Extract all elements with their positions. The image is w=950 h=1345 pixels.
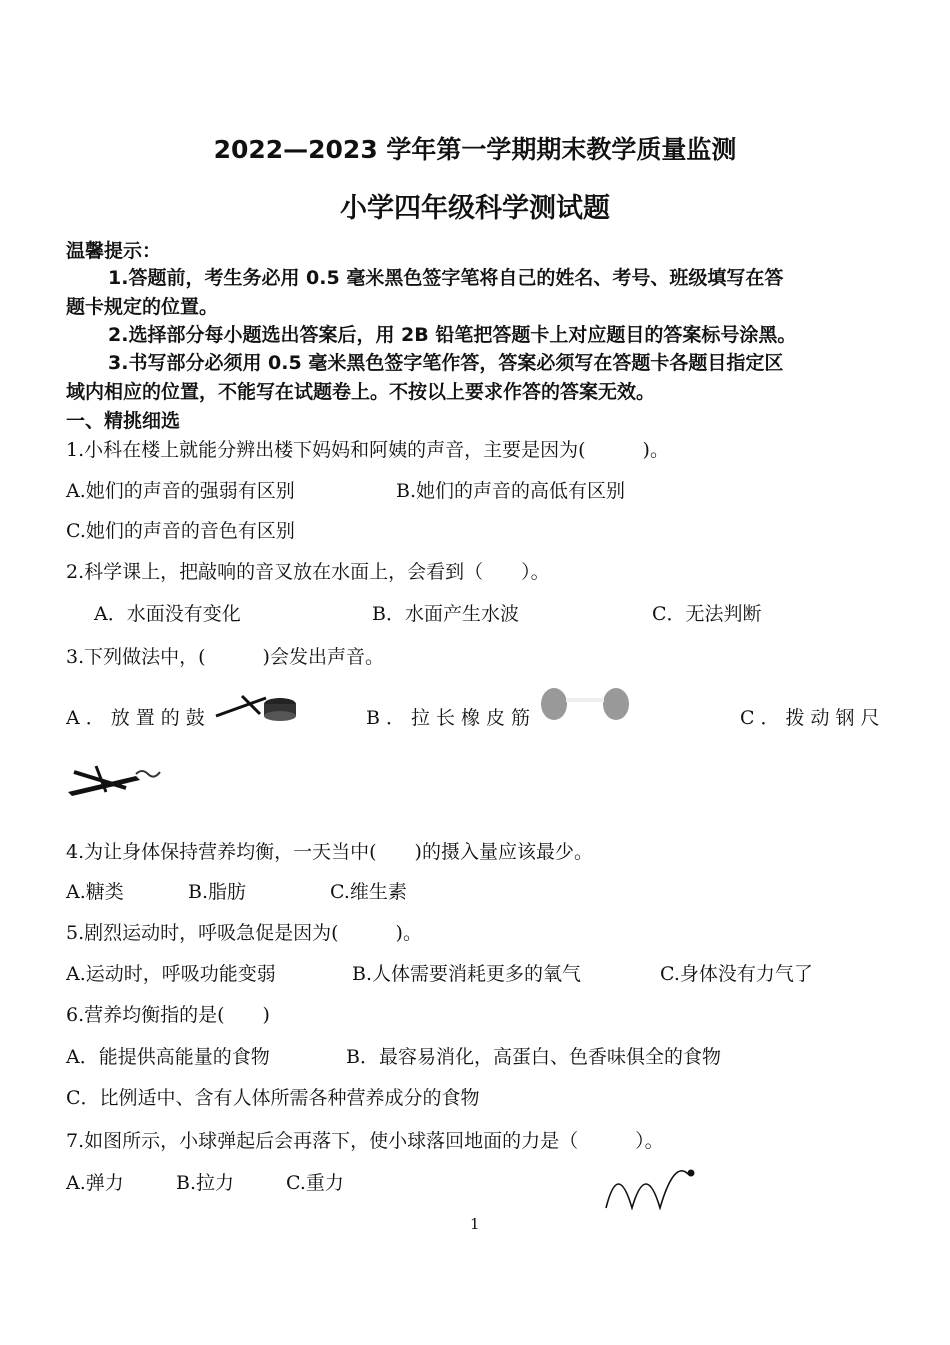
exam-title: 2022—2023 学年第一学期期末教学质量监测 xyxy=(213,135,737,164)
question-2-option-c: C．无法判断 xyxy=(652,603,762,625)
question-3-option-c: C．拨动钢尺 xyxy=(740,707,886,729)
question-3-option-b: B．拉长橡皮筋 xyxy=(366,707,536,729)
question-4-stem: 4.为让身体保持营养均衡，一天当中( )的摄入量应该最少。 xyxy=(66,841,593,863)
section-heading: 一、精挑细选 xyxy=(66,410,181,432)
question-6-stem: 6.营养均衡指的是( ) xyxy=(66,1004,270,1026)
tip-1-line-1: 1.答题前，考生务必用 0.5 毫米黑色签字笔将自己的姓名、考号、班级填写在答 xyxy=(108,267,784,289)
question-7-option-c: C.重力 xyxy=(286,1172,344,1194)
question-1-option-c: C.她们的声音的音色有区别 xyxy=(66,520,295,542)
bouncing-ball-icon xyxy=(602,1166,702,1210)
question-7-option-b: B.拉力 xyxy=(176,1172,235,1194)
question-4-option-a: A.糖类 xyxy=(66,881,124,903)
question-4-option-b: B.脂肪 xyxy=(188,881,247,903)
question-1-stem: 1.小科在楼上就能分辨出楼下妈妈和阿姨的声音，主要是因为( )。 xyxy=(66,439,669,461)
question-2-option-a: A．水面没有变化 xyxy=(94,603,241,625)
question-7-option-a: A.弹力 xyxy=(66,1172,124,1194)
steel-ruler-icon xyxy=(66,762,166,796)
question-2-stem: 2.科学课上，把敲响的音叉放在水面上，会看到（ ）。 xyxy=(66,561,550,583)
tip-3-line-2: 域内相应的位置，不能写在试题卷上。不按以上要求作答的答案无效。 xyxy=(66,381,656,403)
tips-heading: 温馨提示： xyxy=(66,240,162,262)
question-1-option-b: B.她们的声音的高低有区别 xyxy=(396,480,626,502)
exam-subtitle: 小学四年级科学测试题 xyxy=(340,193,610,224)
question-6-option-c: C．比例适中、含有人体所需各种营养成分的食物 xyxy=(66,1087,480,1109)
question-1-option-a: A.她们的声音的强弱有区别 xyxy=(66,480,295,502)
question-6-option-b: B．最容易消化，高蛋白、色香味俱全的食物 xyxy=(346,1046,721,1068)
question-5-option-c: C.身体没有力气了 xyxy=(660,963,813,985)
tip-1-line-2: 题卡规定的位置。 xyxy=(66,296,219,318)
question-5-option-b: B.人体需要消耗更多的氧气 xyxy=(352,963,582,985)
question-2-option-b: B．水面产生水波 xyxy=(372,603,519,625)
question-4-option-c: C.维生素 xyxy=(330,881,407,903)
question-5-stem: 5.剧烈运动时，呼吸急促是因为( )。 xyxy=(66,922,422,944)
rubber-band-icon xyxy=(536,684,632,724)
question-3-stem: 3.下列做法中，( )会发出声音。 xyxy=(66,646,384,668)
question-7-stem: 7.如图所示，小球弹起后会再落下，使小球落回地面的力是（ ）。 xyxy=(66,1130,664,1152)
question-5-option-a: A.运动时，呼吸功能变弱 xyxy=(66,963,276,985)
page-number: 1 xyxy=(470,1215,480,1233)
tip-2: 2.选择部分每小题选出答案后，用 2B 铅笔把答题卡上对应题目的答案标号涂黑。 xyxy=(108,324,797,346)
drum-icon xyxy=(214,692,300,724)
question-3-option-a: A．放置的鼓 xyxy=(66,707,211,729)
question-6-option-a: A．能提供高能量的食物 xyxy=(66,1046,270,1068)
tip-3-line-1: 3.书写部分必须用 0.5 毫米黑色签字笔作答，答案必须写在答题卡各题目指定区 xyxy=(108,352,784,374)
